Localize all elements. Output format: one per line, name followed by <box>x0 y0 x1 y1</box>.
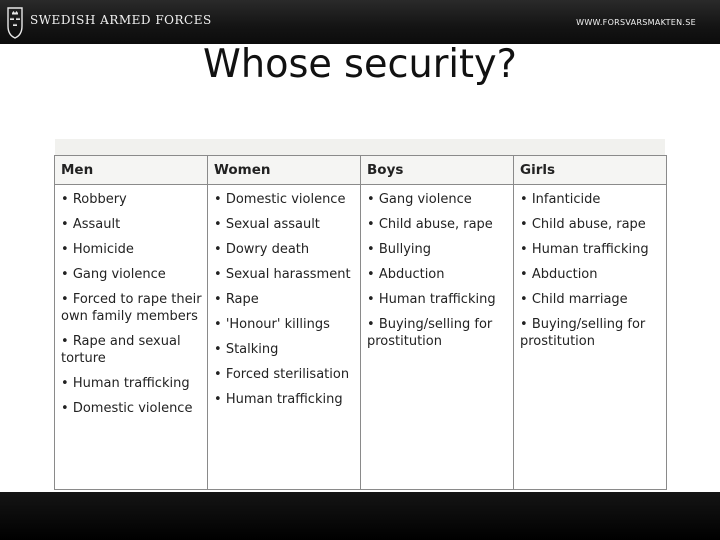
header-banner <box>0 0 720 44</box>
table-top-strip <box>55 139 665 155</box>
list-item: • Domestic violence <box>214 191 356 208</box>
table-header-row <box>55 156 667 185</box>
list-item: • Buying/selling for prostitution <box>520 316 662 350</box>
list-item: • Infanticide <box>520 191 662 208</box>
list-item: • Forced sterilisation <box>214 366 356 383</box>
site-url: WWW.FORSVARSMAKTEN.SE <box>576 18 696 27</box>
list-item: • Sexual assault <box>214 216 356 233</box>
list-item: • Rape <box>214 291 356 308</box>
list-item: • Robbery <box>61 191 203 208</box>
list-item: • Gang violence <box>61 266 203 283</box>
list-item: • Domestic violence <box>61 400 203 417</box>
list-item: • Assault <box>61 216 203 233</box>
column-cell-men <box>55 185 208 490</box>
table-row <box>55 185 667 490</box>
list-item: • Homicide <box>61 241 203 258</box>
footer-band <box>0 492 720 540</box>
list-item: • Child marriage <box>520 291 662 308</box>
list-item: • Bullying <box>367 241 509 258</box>
list-item: • Child abuse, rape <box>520 216 662 233</box>
three-crowns-crest-icon <box>6 4 24 40</box>
list-item: • Dowry death <box>214 241 356 258</box>
list-item: • Buying/selling for prostitution <box>367 316 509 350</box>
column-cell-women <box>208 185 361 490</box>
list-item: • Abduction <box>520 266 662 283</box>
column-cell-girls <box>514 185 667 490</box>
column-header-men: Men <box>55 156 208 185</box>
slide-title: Whose security? <box>203 42 517 87</box>
column-header-boys: Boys <box>361 156 514 185</box>
org-name: SWEDISH ARMED FORCES <box>30 13 212 27</box>
list-item: • Forced to rape their own family members <box>61 291 203 325</box>
column-header-women: Women <box>208 156 361 185</box>
list-item: • Human trafficking <box>61 375 203 392</box>
list-item: • Human trafficking <box>214 391 356 408</box>
list-item: • Abduction <box>367 266 509 283</box>
security-table <box>54 155 667 490</box>
list-item: • Sexual harassment <box>214 266 356 283</box>
list-item: • Stalking <box>214 341 356 358</box>
list-item: • 'Honour' killings <box>214 316 356 333</box>
list-item: • Human trafficking <box>520 241 662 258</box>
column-header-girls: Girls <box>514 156 667 185</box>
list-item: • Gang violence <box>367 191 509 208</box>
list-item: • Child abuse, rape <box>367 216 509 233</box>
list-item: • Human trafficking <box>367 291 509 308</box>
column-cell-boys <box>361 185 514 490</box>
list-item: • Rape and sexual torture <box>61 333 203 367</box>
